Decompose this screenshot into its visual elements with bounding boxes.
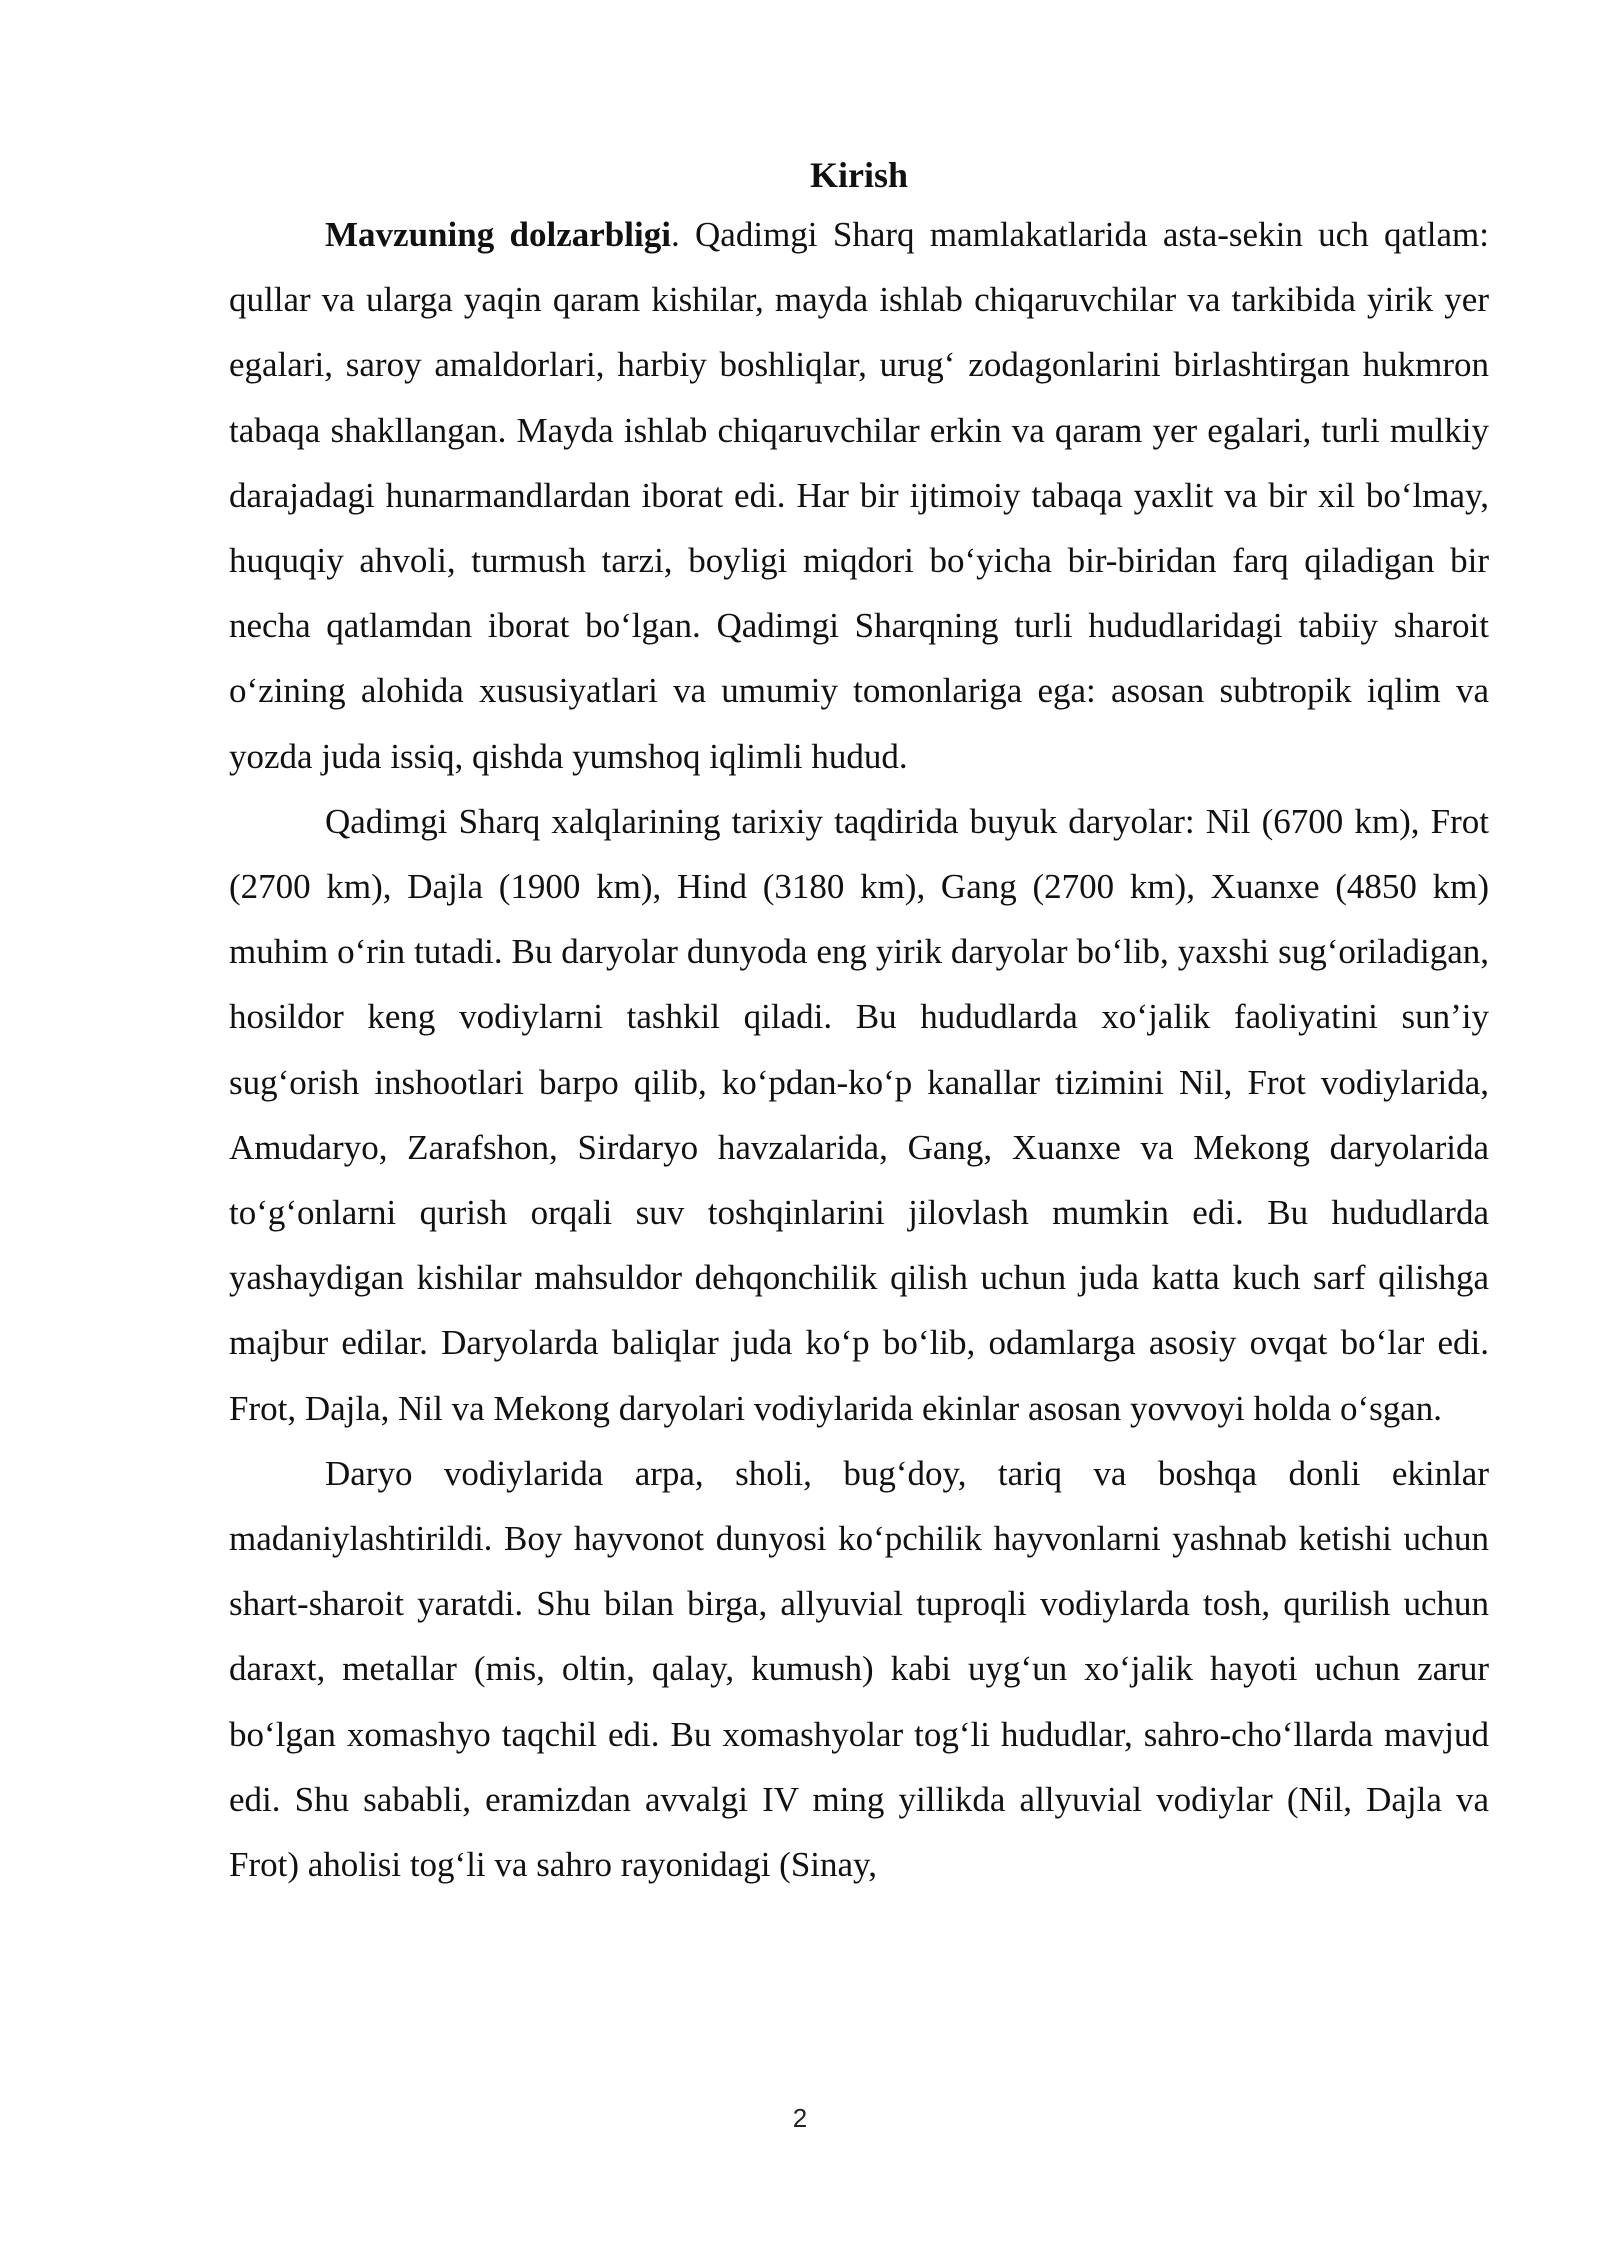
paragraph-lead-bold: Mavzuning dolzarbligi <box>325 215 671 254</box>
section-heading: Kirish <box>809 155 908 195</box>
paragraph-text: . Qadimgi Sharq mamlakatlarida asta-sekin uch qatlam: qullar va ularga yaqin qaram kishilar, mayda ishlab chiqaruvchilar va tarkibida yirik yer egalari, saroy amaldorlari, harbiy boshliqlar, urug‘ zodagonlarini birlashtirgan hukmron tabaqa shakllangan. Mayda ishlab chiqaruvchilar erkin va qaram yer egalari, turli mulkiy darajadagi hunarmandlardan iborat edi. Har bir ijtimoiy tabaqa yaxlit va bir xil bo‘lmay, huquqiy ahvoli, turmush tarzi, boyligi miqdori bo‘yicha bir-biridan farq qiladigan bir necha qatlamdan iborat bo‘lgan. Qadimgi Sharqning turli hududlaridagi tabiiy sharoit o‘zining alohida xususiyatlari va umumiy tomonlariga ega: asosan subtropik iqlim va yozda juda issiq, qishda yumshoq iqlimli hudud. <box>229 215 1489 776</box>
paragraph-relevance <box>229 202 1489 789</box>
paragraph-text: Qadimgi Sharq xalqlarining tarixiy taqdirida buyuk daryolar: Nil (6700 km), Frot (2700 km), Dajla (1900 km), Hind (3180 km), Gang (2700 km), Xuanxe (4850 km) muhim o‘rin tutadi. Bu daryolar dunyoda eng yirik daryolar bo‘lib, yaxshi sug‘oriladigan, hosildor keng vodiylarni tashkil qiladi. Bu hududlarda xo‘jalik faoliyatini sun’iy sug‘orish inshootlari barpo qilib, ko‘pdan-ko‘p kanallar tizimini Nil, Frot vodiylarida, Amudaryo, Zarafshon, Sirdaryo havzalarida, Gang, Xuanxe va Mekong daryolarida to‘g‘onlarni qurish orqali suv toshqinlarini jilovlash mumkin edi. Bu hududlarda yashaydigan kishilar mahsuldor dehqonchilik qilish uchun juda katta kuch sarf qilishga majbur edilar. Daryolarda baliqlar juda ko‘p bo‘lib, odamlarga asosiy ovqat bo‘lar edi. Frot, Dajla, Nil va Mekong daryolari vodiylarida ekinlar asosan yovvoyi holda o‘sgan. <box>229 801 1489 1428</box>
page-number: 2 <box>792 2103 808 2133</box>
page-content <box>229 148 1489 1897</box>
paragraph-rivers <box>229 789 1489 1441</box>
paragraph-valleys <box>229 1441 1489 1897</box>
paragraph-text: Daryo vodiylarida arpa, sholi, bug‘doy, tariq va boshqa donli ekinlar madaniylashtirildi. Boy hayvonot dunyosi ko‘pchilik hayvonlarni yashnab ketishi uchun shart-sharoit yaratdi. Shu bilan birga, allyuvial tuproqli vodiylarda tosh, qurilish uchun daraxt, metallar (mis, oltin, qalay, kumush) kabi uyg‘un xo‘jalik hayoti uchun zarur bo‘lgan xomashyo taqchil edi. Bu xomashyolar tog‘li hududlar, sahro-cho‘llarda mavjud edi. Shu sababli, eramizdan avvalgi IV ming yillikda allyuvial vodiylar (Nil, Dajla va Frot) aholisi tog‘li va sahro rayonidagi (Sinay, <box>229 1453 1489 1885</box>
